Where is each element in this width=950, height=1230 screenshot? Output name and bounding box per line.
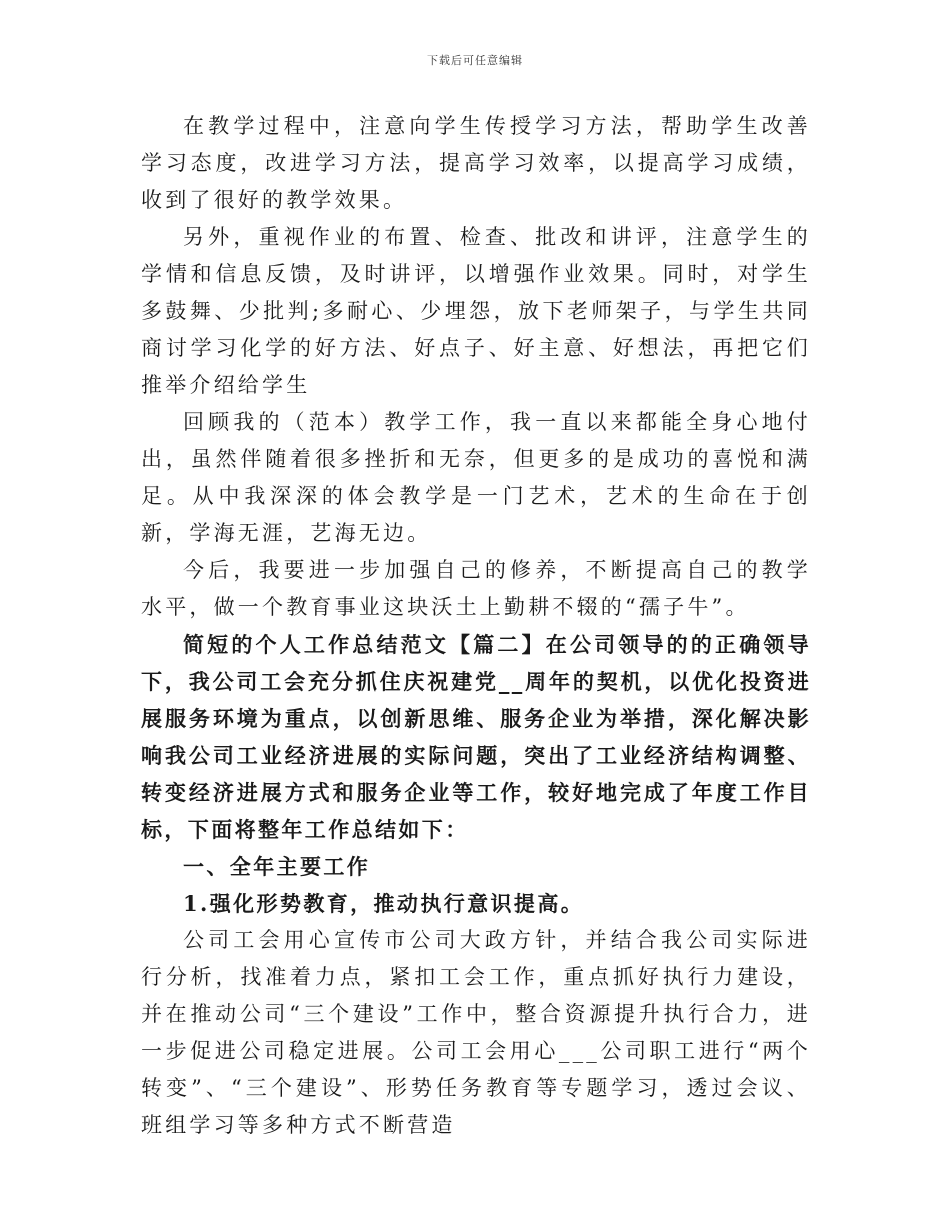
paragraph-section-two-intro: 简短的个人工作总结范文【篇二】在公司领导的的正确领导下，我公司工会充分抓住庆祝建党__周年的契机，以优化投资进展服务环境为重点，以创新思维、服务企业为举措，深化解决影响我公司工业经济进展的实际问题，突出了工业经济结构调整、转变经济进展方式和服务企业等工作，较好地完成了年度工作目标，下面将整年工作总结如下： bbox=[141, 632, 811, 842]
paragraph-homework: 另外，重视作业的布置、检查、批改和讲评，注意学生的学情和信息反馈，及时讲评，以增强作业效果。同时，对学生多鼓舞、少批判;多耐心、少埋怨，放下老师架子，与学生共同商讨学习化学的好方法、好点子、好主意、好想法，再把它们推举介绍给学生 bbox=[141, 225, 811, 397]
paragraph-future: 今后，我要进一步加强自己的修养，不断提高自己的教学水平，做一个教育事业这块沃土上勤耕不辍的“孺子牛”。 bbox=[141, 558, 811, 619]
document-body bbox=[141, 108, 811, 1144]
paragraph-review: 回顾我的（范本）教学工作，我一直以来都能全身心地付出，虽然伴随着很多挫折和无奈，但更多的是成功的喜悦和满足。从中我深深的体会教学是一门艺术，艺术的生命在于创新，学海无涯，艺海无边。 bbox=[141, 410, 811, 545]
paragraph-teaching-methods: 在教学过程中，注意向学生传授学习方法，帮助学生改善学习态度，改进学习方法，提高学习效率，以提高学习成绩，收到了很好的教学效果。 bbox=[141, 114, 811, 212]
paragraph-union-publicity: 公司工会用心宣传市公司大政方针，并结合我公司实际进行分析，找准着力点，紧扣工会工作，重点抓好执行力建设，并在推动公司“三个建设”工作中，整合资源提升执行合力，进一步促进公司稳定进展。公司工会用心___公司职工进行“两个转变”、“三个建设”、形势任务教育等专题学习，透过会议、班组学习等多种方式不断营造 bbox=[141, 928, 811, 1137]
heading-situation-education: 1.强化形势教育，推动执行意识提高。 bbox=[183, 891, 585, 916]
page-header: 下载后可任意编辑 bbox=[427, 54, 523, 67]
heading-annual-work: 一、全年主要工作 bbox=[183, 854, 371, 879]
